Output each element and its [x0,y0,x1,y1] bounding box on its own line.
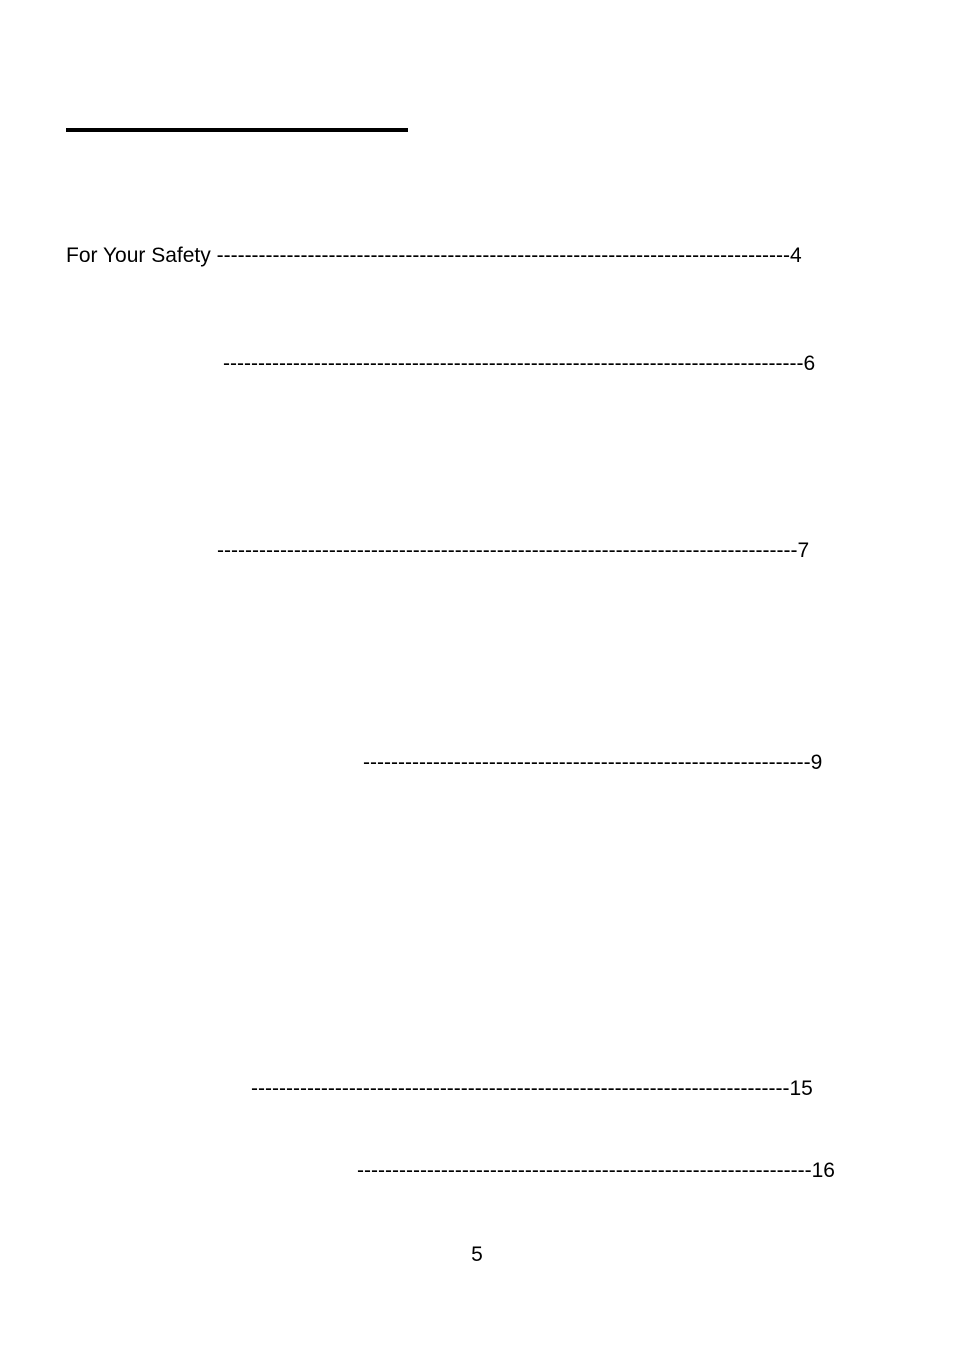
toc-entry-leader: ----------------------------------------------------------------- [357,1159,812,1182]
toc-entry[interactable] [357,1159,835,1183]
toc-entry-leader: ---------------------------------------------------------------------------------- [216,244,791,267]
toc-entry[interactable] [223,352,815,376]
toc-entry-label: For Your Safety [66,244,217,267]
toc-entry-for-your-safety[interactable] [66,244,802,268]
toc-entry[interactable] [363,751,822,775]
toc-entry-page: 7 [797,539,810,562]
toc-entry[interactable] [251,1077,813,1101]
title-underline [66,128,408,132]
toc-entry-leader: ----------------------------------------------------------------------------- [251,1077,790,1100]
toc-entry-page: 16 [811,1159,835,1182]
toc-entry-leader: ----------------------------------------------------------------------------------- [223,352,804,375]
page-number: 5 [471,1243,483,1266]
toc-entry-leader: ---------------------------------------------------------------- [363,751,811,774]
toc-entry-leader: ----------------------------------------------------------------------------------- [217,539,798,562]
toc-entry-page: 15 [789,1077,813,1100]
toc-entry[interactable] [217,539,809,563]
toc-entry-page: 6 [803,352,816,375]
toc-entry-page: 9 [810,751,823,774]
toc-entry-page: 4 [790,244,802,267]
